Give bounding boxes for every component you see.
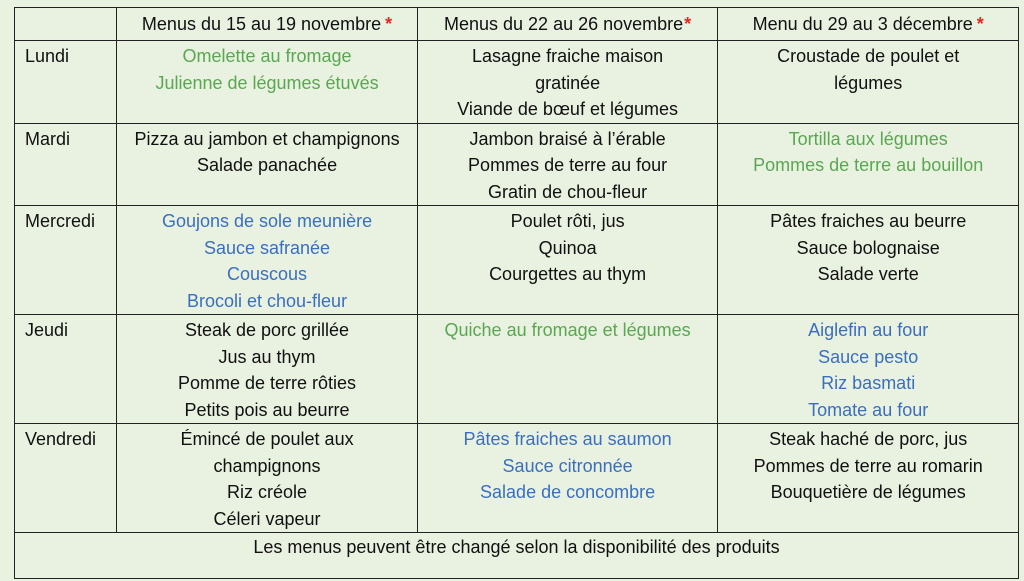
dish-line: Aiglefin au four [808,320,929,340]
menu-cell-week-1 [117,41,418,124]
dish-line: Tomate au four [808,399,929,420]
dish-line: Omelette au fromage [182,46,352,66]
dish-line: Pizza au jambon et champignons [134,128,400,149]
menu-body [15,41,1019,533]
menu-table [14,7,1019,579]
dish-line: Courgettes au thym [489,264,647,284]
day-row-mardi [15,123,1019,206]
dish-line: Pomme de terre rôties [177,373,357,393]
menu-cell-week-2 [417,315,718,424]
day-row-jeudi [15,315,1019,424]
dish-line: Quiche au fromage et légumes [444,320,691,340]
header-row [15,8,1019,41]
header-week-1-asterisk: * [385,14,393,34]
header-week-3-label: Menu du 29 au 3 décembre [752,14,973,34]
header-week-3 [718,8,1019,41]
dish-line: Gratin de chou-fleur [488,181,648,202]
dish-line: Pâtes fraiches au beurre [770,211,967,231]
dish-line: Pommes de terre au four [468,155,668,175]
dish-line: Pâtes fraiches au saumon [463,429,672,449]
dish-line: Viande de bœuf et légumes [457,99,678,119]
menu-cell-week-3 [718,315,1019,424]
header-week-1 [117,8,418,41]
dish-line: Salade verte [817,264,919,284]
dish-line: Steak de porc grillée [184,320,350,340]
dish-line: Couscous [227,264,308,284]
dish-line: Sauce safranée [203,237,331,258]
dish-line: Poulet rôti, jus [510,211,625,231]
dish-line: Salade de concombre [480,482,656,502]
dish-line: Salade panachée [196,155,338,175]
menu-cell-week-3 [718,424,1019,533]
dish-line: Jambon braisé à l’érable [469,128,666,149]
menu-cell-week-1 [117,424,418,533]
dish-line: Croustade de poulet et [777,46,960,66]
header-week-1-label: Menus du 15 au 19 novembre [141,14,382,34]
day-row-vendredi [15,424,1019,533]
dish-line: gratinée [535,72,601,93]
footer-row [15,533,1019,579]
corner-cell [15,8,117,41]
dish-line: Sauce pesto [818,346,919,367]
dish-line: Émincé de poulet aux [180,429,354,449]
dish-line: champignons [213,455,321,476]
dish-line: Riz créole [227,482,308,502]
menu-cell-week-2 [417,424,718,533]
menu-cell-week-1 [117,123,418,206]
menu-cell-week-2 [417,206,718,315]
dish-line: Petits pois au beurre [184,399,350,420]
dish-line: Julienne de légumes étuvés [155,72,379,93]
dish-line: Sauce bolognaise [796,237,940,258]
day-label: Lundi [15,41,117,124]
dish-line: Bouquetière de légumes [770,482,966,502]
day-label: Mardi [15,123,117,206]
header-week-2-label: Menus du 22 au 26 novembre [444,14,684,34]
menu-cell-week-1 [117,315,418,424]
dish-line: Goujons de sole meunière [161,211,373,231]
dish-line: Sauce citronnée [502,455,633,476]
menu-cell-week-1 [117,206,418,315]
header-week-3-asterisk: * [976,14,984,34]
dish-line: Céleri vapeur [213,508,321,529]
day-row-lundi [15,41,1019,124]
dish-line: Quinoa [538,237,597,258]
dish-line: Jus au thym [218,346,316,367]
dish-line: Lasagne fraiche maison [472,46,664,66]
day-label: Vendredi [15,424,117,533]
day-row-mercredi [15,206,1019,315]
menu-cell-week-2 [417,41,718,124]
dish-line: Pommes de terre au romarin [753,455,983,476]
header-week-2 [417,8,718,41]
dish-line: légumes [834,72,903,93]
menu-cell-week-3 [718,123,1019,206]
menu-cell-week-3 [718,206,1019,315]
day-label: Jeudi [15,315,117,424]
header-week-2-asterisk: * [684,14,692,34]
dish-line: Tortilla aux légumes [788,128,948,149]
menu-cell-week-2 [417,123,718,206]
day-label: Mercredi [15,206,117,315]
dish-line: Riz basmati [821,373,916,393]
dish-line: Steak haché de porc, jus [769,429,968,449]
menu-cell-week-3 [718,41,1019,124]
footer-note: Les menus peuvent être changé selon la disponibilité des produits [15,533,1019,579]
dish-line: Pommes de terre au bouillon [753,155,984,175]
dish-line: Brocoli et chou-fleur [186,290,348,311]
